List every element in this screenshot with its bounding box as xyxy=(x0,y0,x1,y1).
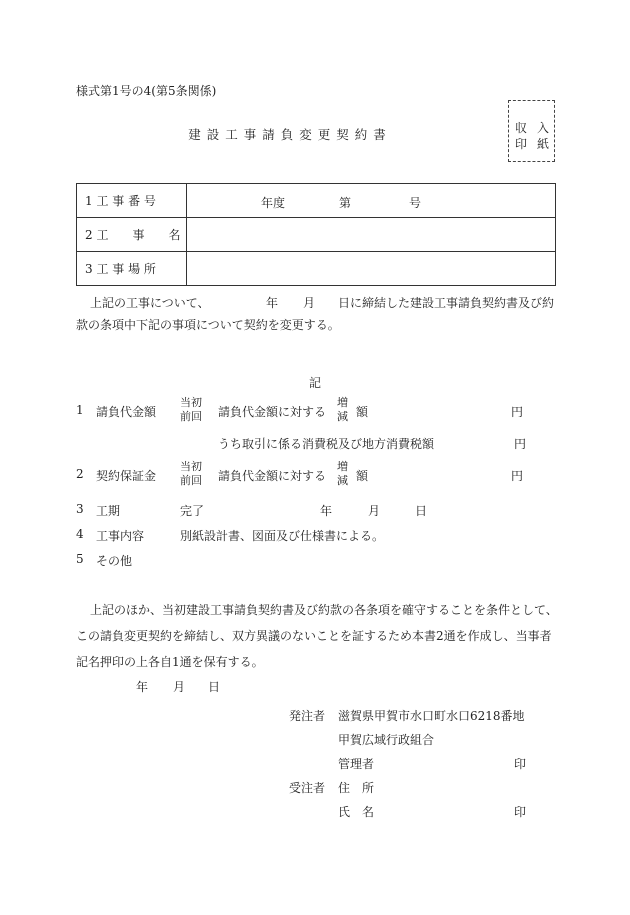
construction-number-field[interactable] xyxy=(187,184,556,218)
tax-line: うち取引に係る消費税及び地方消費税額 xyxy=(218,437,435,451)
table-row xyxy=(77,184,556,218)
item5-number: 5 xyxy=(76,552,84,566)
fiscal-year-label: 年度 xyxy=(261,196,286,210)
stamp-char: 紙 xyxy=(537,137,550,151)
tax-yen: 円 xyxy=(514,437,527,451)
date-year: 年 xyxy=(136,680,149,694)
item3-done: 完了 xyxy=(180,504,205,518)
item3-month: 月 xyxy=(368,504,381,518)
construction-name-label: 2 工 事 名 xyxy=(77,218,187,252)
item2-against: 請負代金額に対する xyxy=(218,469,327,483)
closing-line2: この請負変更契約を締結し、双方異議のないことを証するため本書2通を作成し、当事者 xyxy=(76,629,552,643)
closing-line3: 記名押印の上各自1通を保有する。 xyxy=(76,655,264,669)
intro-line2: 款の条項中下記の事項について契約を変更する。 xyxy=(76,318,340,332)
stamp-char: 入 xyxy=(537,121,550,135)
construction-info-table xyxy=(76,183,556,286)
item2-initial: 当初 xyxy=(180,460,202,473)
date-month: 月 xyxy=(173,680,186,694)
document-title: 建設工事請負変更契約書 xyxy=(188,127,392,142)
item5-label: その他 xyxy=(96,554,133,568)
contractor-seal: 印 xyxy=(514,805,527,819)
construction-site-label: 3 工 事 場 所 xyxy=(77,252,187,286)
stamp-char: 収 xyxy=(515,121,528,135)
table-row xyxy=(77,218,556,252)
item4-label: 工事内容 xyxy=(96,529,145,543)
item2-decrease: 減 xyxy=(337,474,348,487)
construction-number-label: 1 工 事 番 号 xyxy=(77,184,187,218)
ki-heading: 記 xyxy=(309,376,322,390)
item4-content: 別紙設計書、図面及び仕様書による。 xyxy=(180,529,385,543)
item1-increase: 増 xyxy=(337,396,348,409)
orderer-manager: 管理者 xyxy=(338,757,375,771)
orderer-seal: 印 xyxy=(514,757,527,771)
item2-previous: 前回 xyxy=(180,474,202,487)
item3-year: 年 xyxy=(320,504,333,518)
revenue-stamp-box xyxy=(508,100,555,162)
item1-number: 1 xyxy=(76,403,84,417)
contractor-name-label: 氏 名 xyxy=(338,805,375,819)
item2-yen: 円 xyxy=(511,469,524,483)
construction-name-field[interactable] xyxy=(187,218,556,252)
item3-number: 3 xyxy=(76,502,84,516)
orderer-organization: 甲賀広域行政組合 xyxy=(338,733,435,747)
intro-month: 月 xyxy=(303,296,316,310)
item2-number: 2 xyxy=(76,467,84,481)
construction-site-field[interactable] xyxy=(187,252,556,286)
contractor-label: 受注者 xyxy=(289,781,326,795)
number-suffix: 号 xyxy=(409,196,422,210)
item1-amount: 額 xyxy=(356,405,369,419)
item2-increase: 増 xyxy=(337,460,348,473)
contractor-address-label: 住 所 xyxy=(338,781,375,795)
item3-day: 日 xyxy=(415,504,428,518)
intro-year: 年 xyxy=(266,296,279,310)
date-day: 日 xyxy=(208,680,221,694)
stamp-char: 印 xyxy=(515,137,528,151)
closing-line1: 上記のほか、当初建設工事請負契約書及び約款の各条項を確守することを条件として、 xyxy=(90,603,558,617)
intro-text: 上記の工事について、 xyxy=(90,296,210,310)
item1-initial: 当初 xyxy=(180,396,202,409)
orderer-address: 滋賀県甲賀市水口町水口6218番地 xyxy=(338,709,525,723)
item3-label: 工期 xyxy=(96,504,121,518)
item1-decrease: 減 xyxy=(337,410,348,423)
item1-yen: 円 xyxy=(511,405,524,419)
orderer-label: 発注者 xyxy=(289,709,326,723)
item4-number: 4 xyxy=(76,527,84,541)
item1-against: 請負代金額に対する xyxy=(218,405,327,419)
number-prefix: 第 xyxy=(339,196,352,210)
item2-amount: 額 xyxy=(356,469,369,483)
item2-label: 契約保証金 xyxy=(96,469,157,483)
item1-label: 請負代金額 xyxy=(96,405,157,419)
table-row xyxy=(77,252,556,286)
item1-previous: 前回 xyxy=(180,410,202,423)
form-number: 様式第1号の4(第5条関係) xyxy=(76,84,217,98)
intro-day-text: 日に締結した建設工事請負契約書及び約 xyxy=(338,296,555,310)
